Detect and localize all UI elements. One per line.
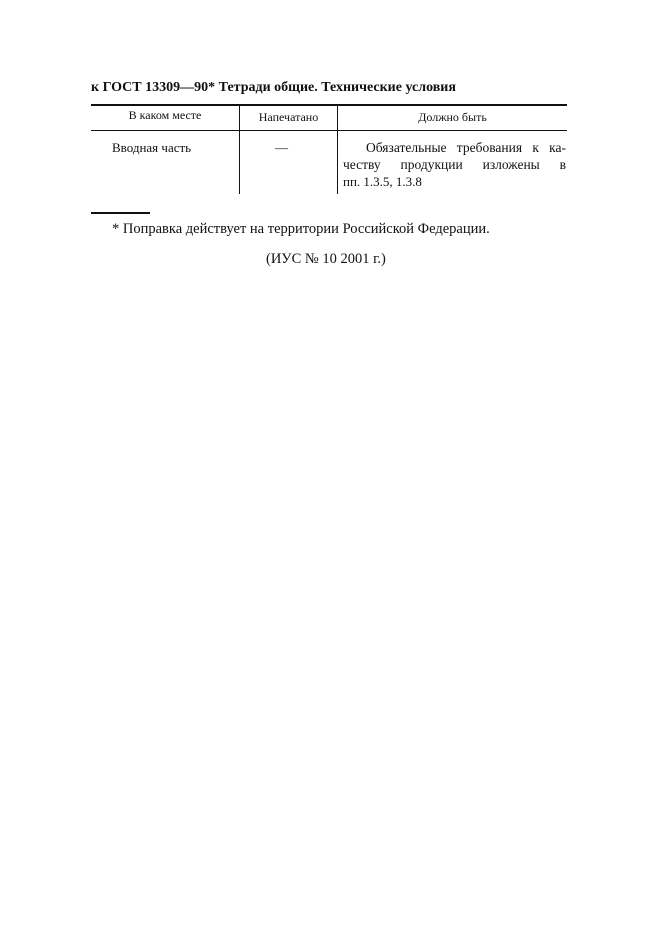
table-header-location: В каком месте: [128, 108, 202, 122]
table-cell-location: Вводная часть: [112, 140, 192, 155]
table-cell-printed: —: [275, 140, 288, 155]
footnote: * Поправка действует на территории Российской Федерации.: [112, 221, 490, 237]
footnote-separator: [91, 212, 150, 214]
table-header-printed: Напечатано: [258, 110, 319, 124]
table-header-rule: [91, 130, 567, 131]
document-title: к ГОСТ 13309—90* Тетради общие. Технические условия: [91, 80, 456, 95]
should-be-line: пп. 1.3.5, 1.3.8: [343, 174, 422, 189]
table-header-should-be: Должно быть: [418, 110, 487, 124]
should-be-line: честву продукции изложены в: [343, 157, 566, 172]
source-reference: (ИУС № 10 2001 г.): [266, 251, 386, 267]
table-top-rule: [91, 104, 567, 106]
should-be-line: Обязательные требования к ка-: [366, 140, 566, 155]
